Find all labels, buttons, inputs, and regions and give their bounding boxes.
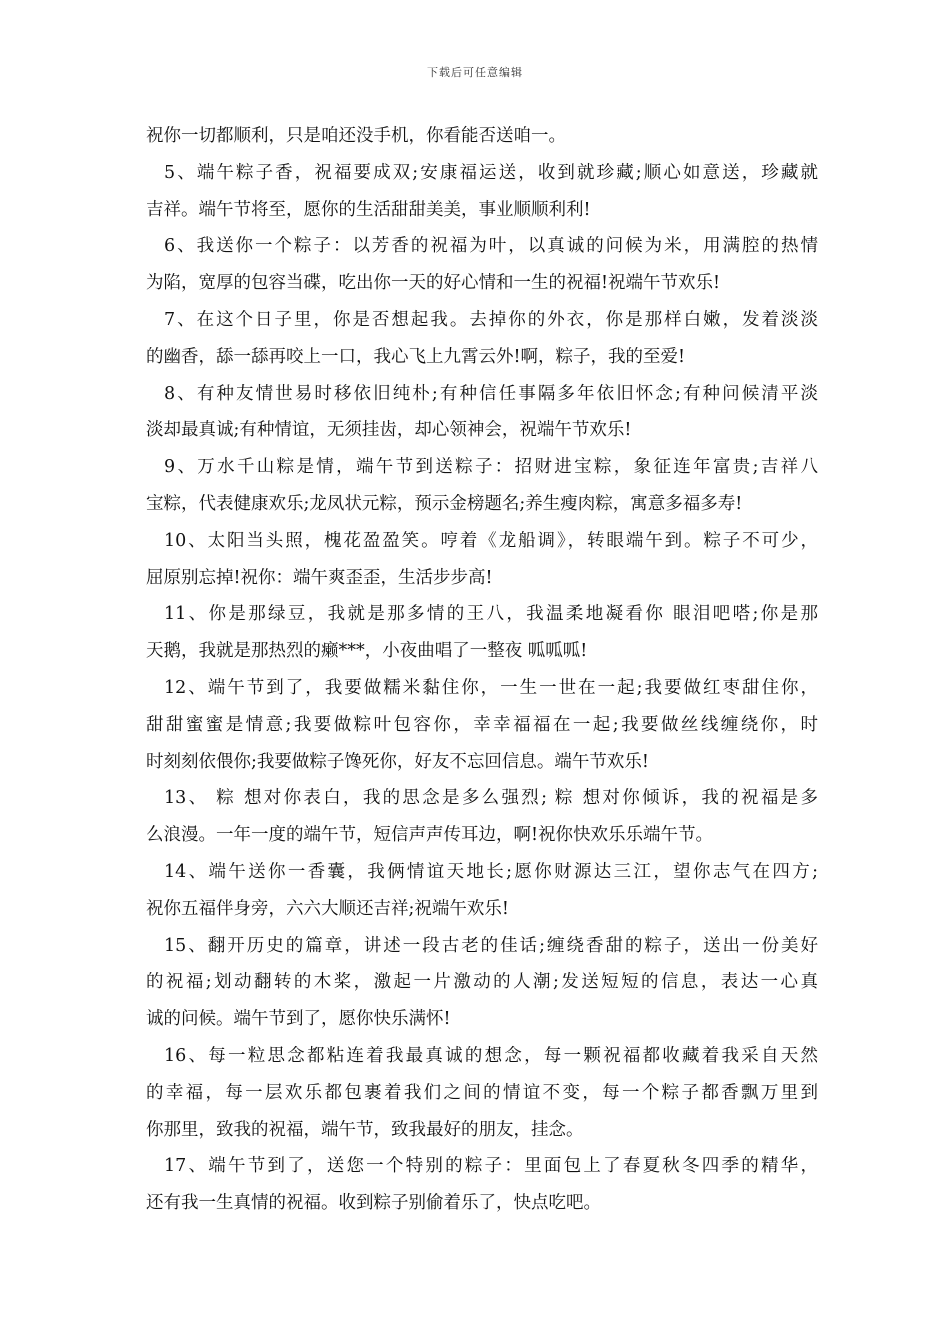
paragraph-line: 9、万水千山粽是情，端午节到送粽子：招财进宝粽，象征连年富贵;吉祥八 [164, 457, 818, 478]
paragraph-line: 的幽香，舔一舔再咬上一口，我心飞上九霄云外!啊，粽子，我的至爱! [146, 346, 686, 367]
page-header: 下载后可任意编辑 [427, 66, 523, 79]
paragraph-line: 为陷，宽厚的包容当碟，吃出你一天的好心情和一生的祝福!祝端午节欢乐! [146, 273, 721, 294]
paragraph-line: 祝你五福伴身旁，六六大顺还吉祥;祝端午欢乐! [146, 898, 509, 919]
paragraph-line: 祝你一切都顺利，只是咱还没手机，你看能否送咱一。 [146, 126, 566, 146]
paragraph-line: 你那里，致我的祝福，端午节，致我最好的朋友，挂念。 [146, 1119, 584, 1140]
paragraph-line: 时刻刻依偎你;我要做粽子馋死你，好友不忘回信息。端午节欢乐! [146, 751, 649, 772]
paragraph-line: 11、你是那绿豆，我就是那多情的王八，我温柔地凝看你 眼泪吧嗒;你是那 [164, 604, 818, 625]
paragraph-line: 宝粽，代表健康欢乐;龙凤状元粽，预示金榜题名;养生瘦肉粽，寓意多福多寿! [146, 493, 743, 514]
paragraph-line: 10、太阳当头照，槐花盈盈笑。哼着《龙船调》，转眼端午到。粽子不可少， [164, 530, 818, 551]
paragraph-line: 么浪漫。一年一度的端午节，短信声声传耳边，啊!祝你快欢乐乐端午节。 [146, 825, 714, 846]
paragraph-line: 吉祥。端午节将至，愿你的生活甜甜美美，事业顺顺利利! [146, 199, 591, 220]
paragraph-line: 14、端午送你一香囊，我俩情谊天地长;愿你财源达三江，望你志气在四方; [164, 861, 818, 882]
paragraph-line: 屈原别忘掉!祝你：端午爽歪歪，生活步步高! [146, 567, 493, 588]
paragraph-line: 16、每一粒思念都粘连着我最真诚的想念，每一颗祝福都收藏着我采自天然 [164, 1045, 818, 1066]
paragraph-line: 5、端午粽子香，祝福要成双;安康福运送，收到就珍藏;顺心如意送，珍藏就 [164, 162, 818, 183]
paragraph-line: 13、 粽 想对你表白，我的思念是多么强烈; 粽 想对你倾诉，我的祝福是多 [164, 788, 818, 809]
paragraph-line: 还有我一生真情的祝福。收到粽子别偷着乐了，快点吃吧。 [146, 1193, 601, 1214]
paragraph-line: 的幸福，每一层欢乐都包裹着我们之间的情谊不变，每一个粽子都香飘万里到 [146, 1082, 818, 1103]
paragraph-line: 12、端午节到了，我要做糯米黏住你，一生一世在一起;我要做红枣甜住你， [164, 677, 818, 698]
paragraph-line: 15、翻开历史的篇章，讲述一段古老的佳话;缠绕香甜的粽子，送出一份美好 [164, 935, 818, 956]
paragraph-line: 8、有种友情世易时移依旧纯朴;有种信任事隔多年依旧怀念;有种问候清平淡 [164, 383, 818, 404]
paragraph-line: 7、在这个日子里，你是否想起我。去掉你的外衣，你是那样白嫩，发着淡淡 [164, 309, 818, 330]
paragraph-line: 17、端午节到了，送您一个特别的粽子：里面包上了春夏秋冬四季的精华， [164, 1156, 818, 1177]
paragraph-line: 淡却最真诚;有种情谊，无须挂齿，却心领神会，祝端午节欢乐! [146, 420, 632, 441]
paragraph-line: 6、我送你一个粽子：以芳香的祝福为叶，以真诚的问候为米，用满腔的热情 [164, 236, 818, 257]
paragraph-line: 甜甜蜜蜜是情意;我要做粽叶包容你，幸幸福福在一起;我要做丝线缠绕你，时 [146, 714, 818, 735]
paragraph-line: 的祝福;划动翻转的木桨，激起一片激动的人潮;发送短短的信息，表达一心真 [146, 972, 818, 993]
paragraph-line: 天鹅，我就是那热烈的癞***，小夜曲唱了一整夜 呱呱呱! [146, 641, 588, 662]
document-body [146, 118, 818, 1222]
paragraph-line: 诚的问候。端午节到了，愿你快乐满怀! [146, 1009, 451, 1030]
